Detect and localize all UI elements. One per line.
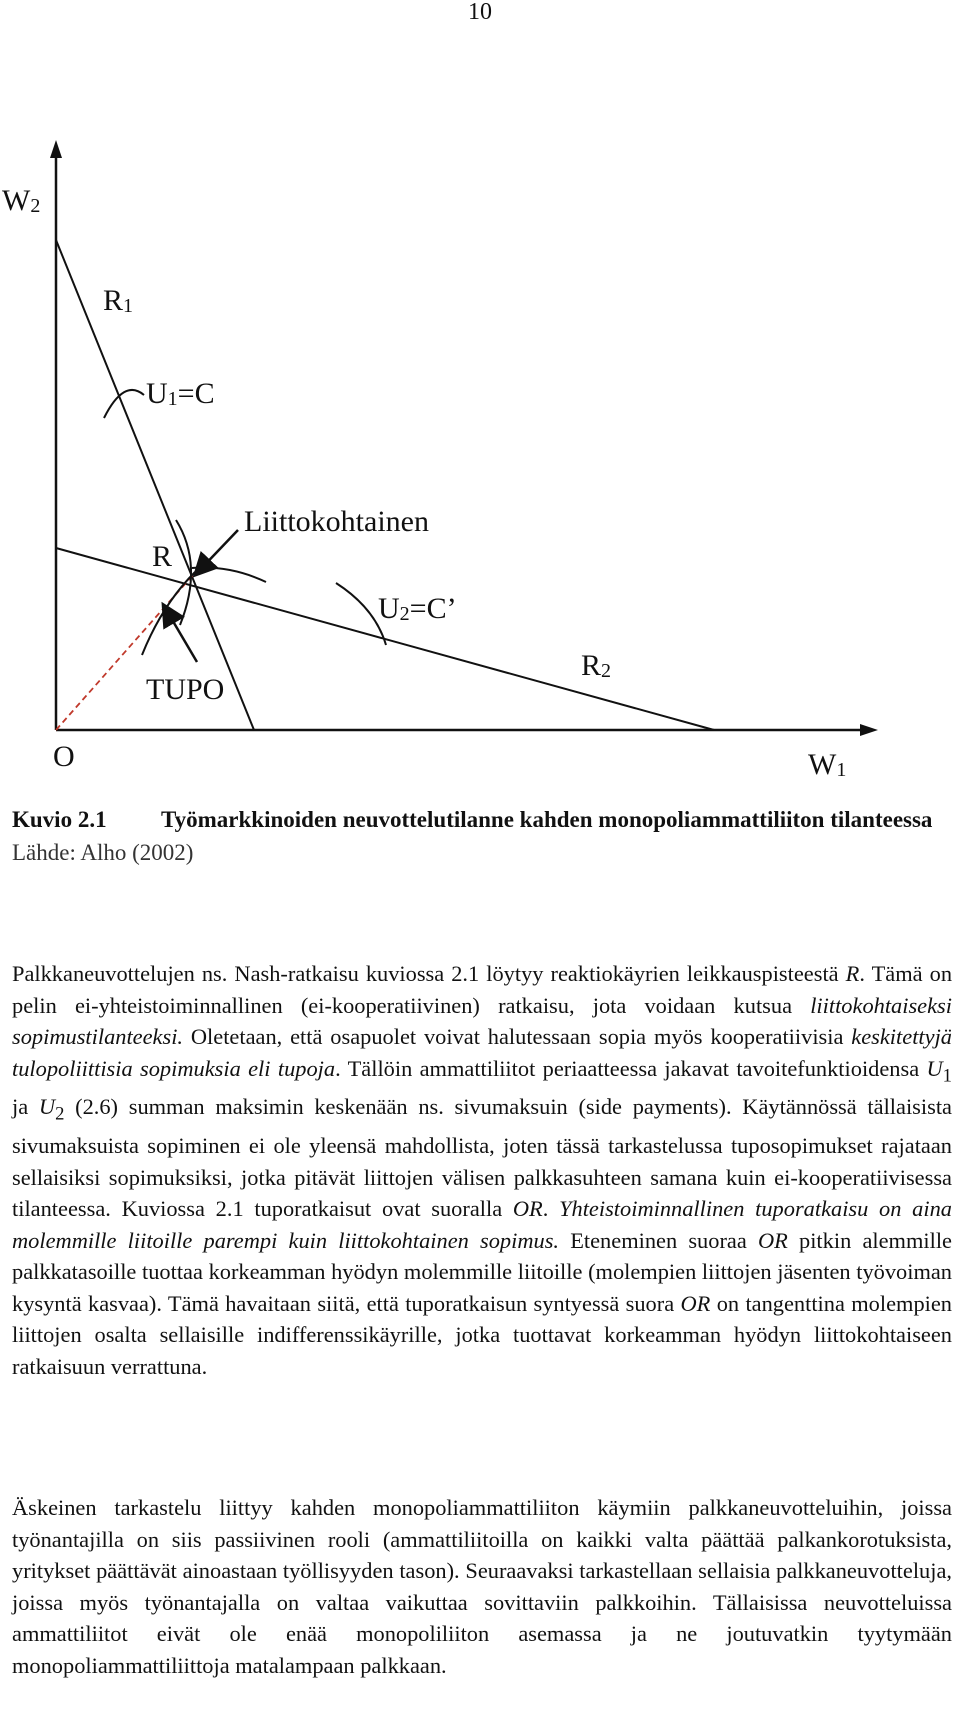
r-point-label: R: [152, 540, 173, 573]
x-axis-arrow-icon: [860, 724, 878, 736]
page-number: 10: [468, 0, 492, 25]
figure-caption: [12, 803, 952, 869]
caption-title: Työmarkkinoiden neuvottelutilanne kahden monopoliammattiliiton tilanteessa: [161, 807, 933, 832]
body-paragraph-2: Äskeinen tarkastelu liittyy kahden monopoliammattiliiton käymiin palkkaneuvotteluihin, joissa työnantajilla on siis passiivinen rooli (ammattiliitoilla on kaikki valta päättää palkankorotuksista, yritykset päättävät ainoastaan työllisyyden tason). Seuraavaksi tarkastellaan sellaisia palkkaneuvotteluja, joissa myös työnantajalla on valtaa vaikuttaa sovittaviin palkkoihin. Tällaisissa neuvotteluissa ammattiliitot eivät ole enää monopoliliiton asemassa ja ne joutuvatkin tyytymään monopoliammattiliittoja matalampaan palkkaan.: [12, 1495, 952, 1678]
liittokohtainen-label: Liittokohtainen: [244, 505, 429, 538]
indifference-curve-u1: [104, 390, 144, 418]
caption-label: Kuvio 2.1: [12, 807, 107, 832]
y-axis-label: W2: [2, 184, 41, 217]
x-axis-label: W1: [808, 748, 847, 781]
r2-label: R2: [581, 649, 612, 682]
reaction-curve-r1: [56, 240, 254, 730]
u1-label: U1=C: [146, 377, 215, 410]
indifference-curve-u1-at-r: [176, 520, 191, 625]
body-paragraph-1: Palkkaneuvottelujen ns. Nash-ratkaisu kuviossa 2.1 löytyy reaktiokäyrien leikkauspisteestä R. Tämä on pelin ei-yhteistoiminnallinen (ei-kooperatiivinen) ratkaisu, jota voidaan kutsua liittokohtaiseksi sopimustilanteeksi. Oletetaan, että osapuolet voivat halutessaan sopia myös kooperatiivisia keskitettyjä tulopoliittisia sopimuksia eli tupoja. Tällöin ammattiliitot periaatteessa jakavat tavoitefunktioidensa $U_1$ ja $U_2$ (2.6) summan maksimin keskenään ns. sivumaksuin (side payments). Käytännössä tällaisista sivumaksuista sopiminen ei ole yleensä mahdollista, joten tässä tarkastelussa tuposopimukset rajataan sellaisiksi sopimuksiksi, jotka pitävät liittojen välisen palkkasuhteen samana kuin ei-kooperatiivisessa tilanteessa. Kuviossa 2.1 tuporatkaisut ovat suoralla OR. Yhteistoiminnallinen tuporatkaisu on aina molemmille liitoille parempi kuin liittokohtainen sopimus. Eteneminen suoraa OR pitkin alemmille palkkatasoille tuottaa korkeamman hyödyn molemmille liitoille (molempien liittojen jäsenten työvoiman kysyntä kasvaa). Tämä havaitaan siitä, että tuporatkaisun syntyessä suora OR on tangenttina molempien liittojen osalta sellaisille indifferenssikäyrille, jotka tuottavat korkeamman hyödyn liittokohtaiseen ratkaisuun verrattuna.: [12, 961, 953, 1379]
tupo-label: TUPO: [146, 673, 225, 706]
indifference-curve-tupo-2: [192, 568, 266, 582]
r1-label: R1: [103, 284, 134, 317]
y-axis-arrow-icon: [50, 140, 62, 158]
origin-label: O: [53, 740, 75, 773]
u2-label: U2=C’: [378, 592, 457, 625]
reaction-curve-figure: [0, 130, 960, 790]
tupo-arrow-icon: [164, 606, 197, 662]
caption-source: Lähde: Alho (2002): [12, 840, 194, 865]
